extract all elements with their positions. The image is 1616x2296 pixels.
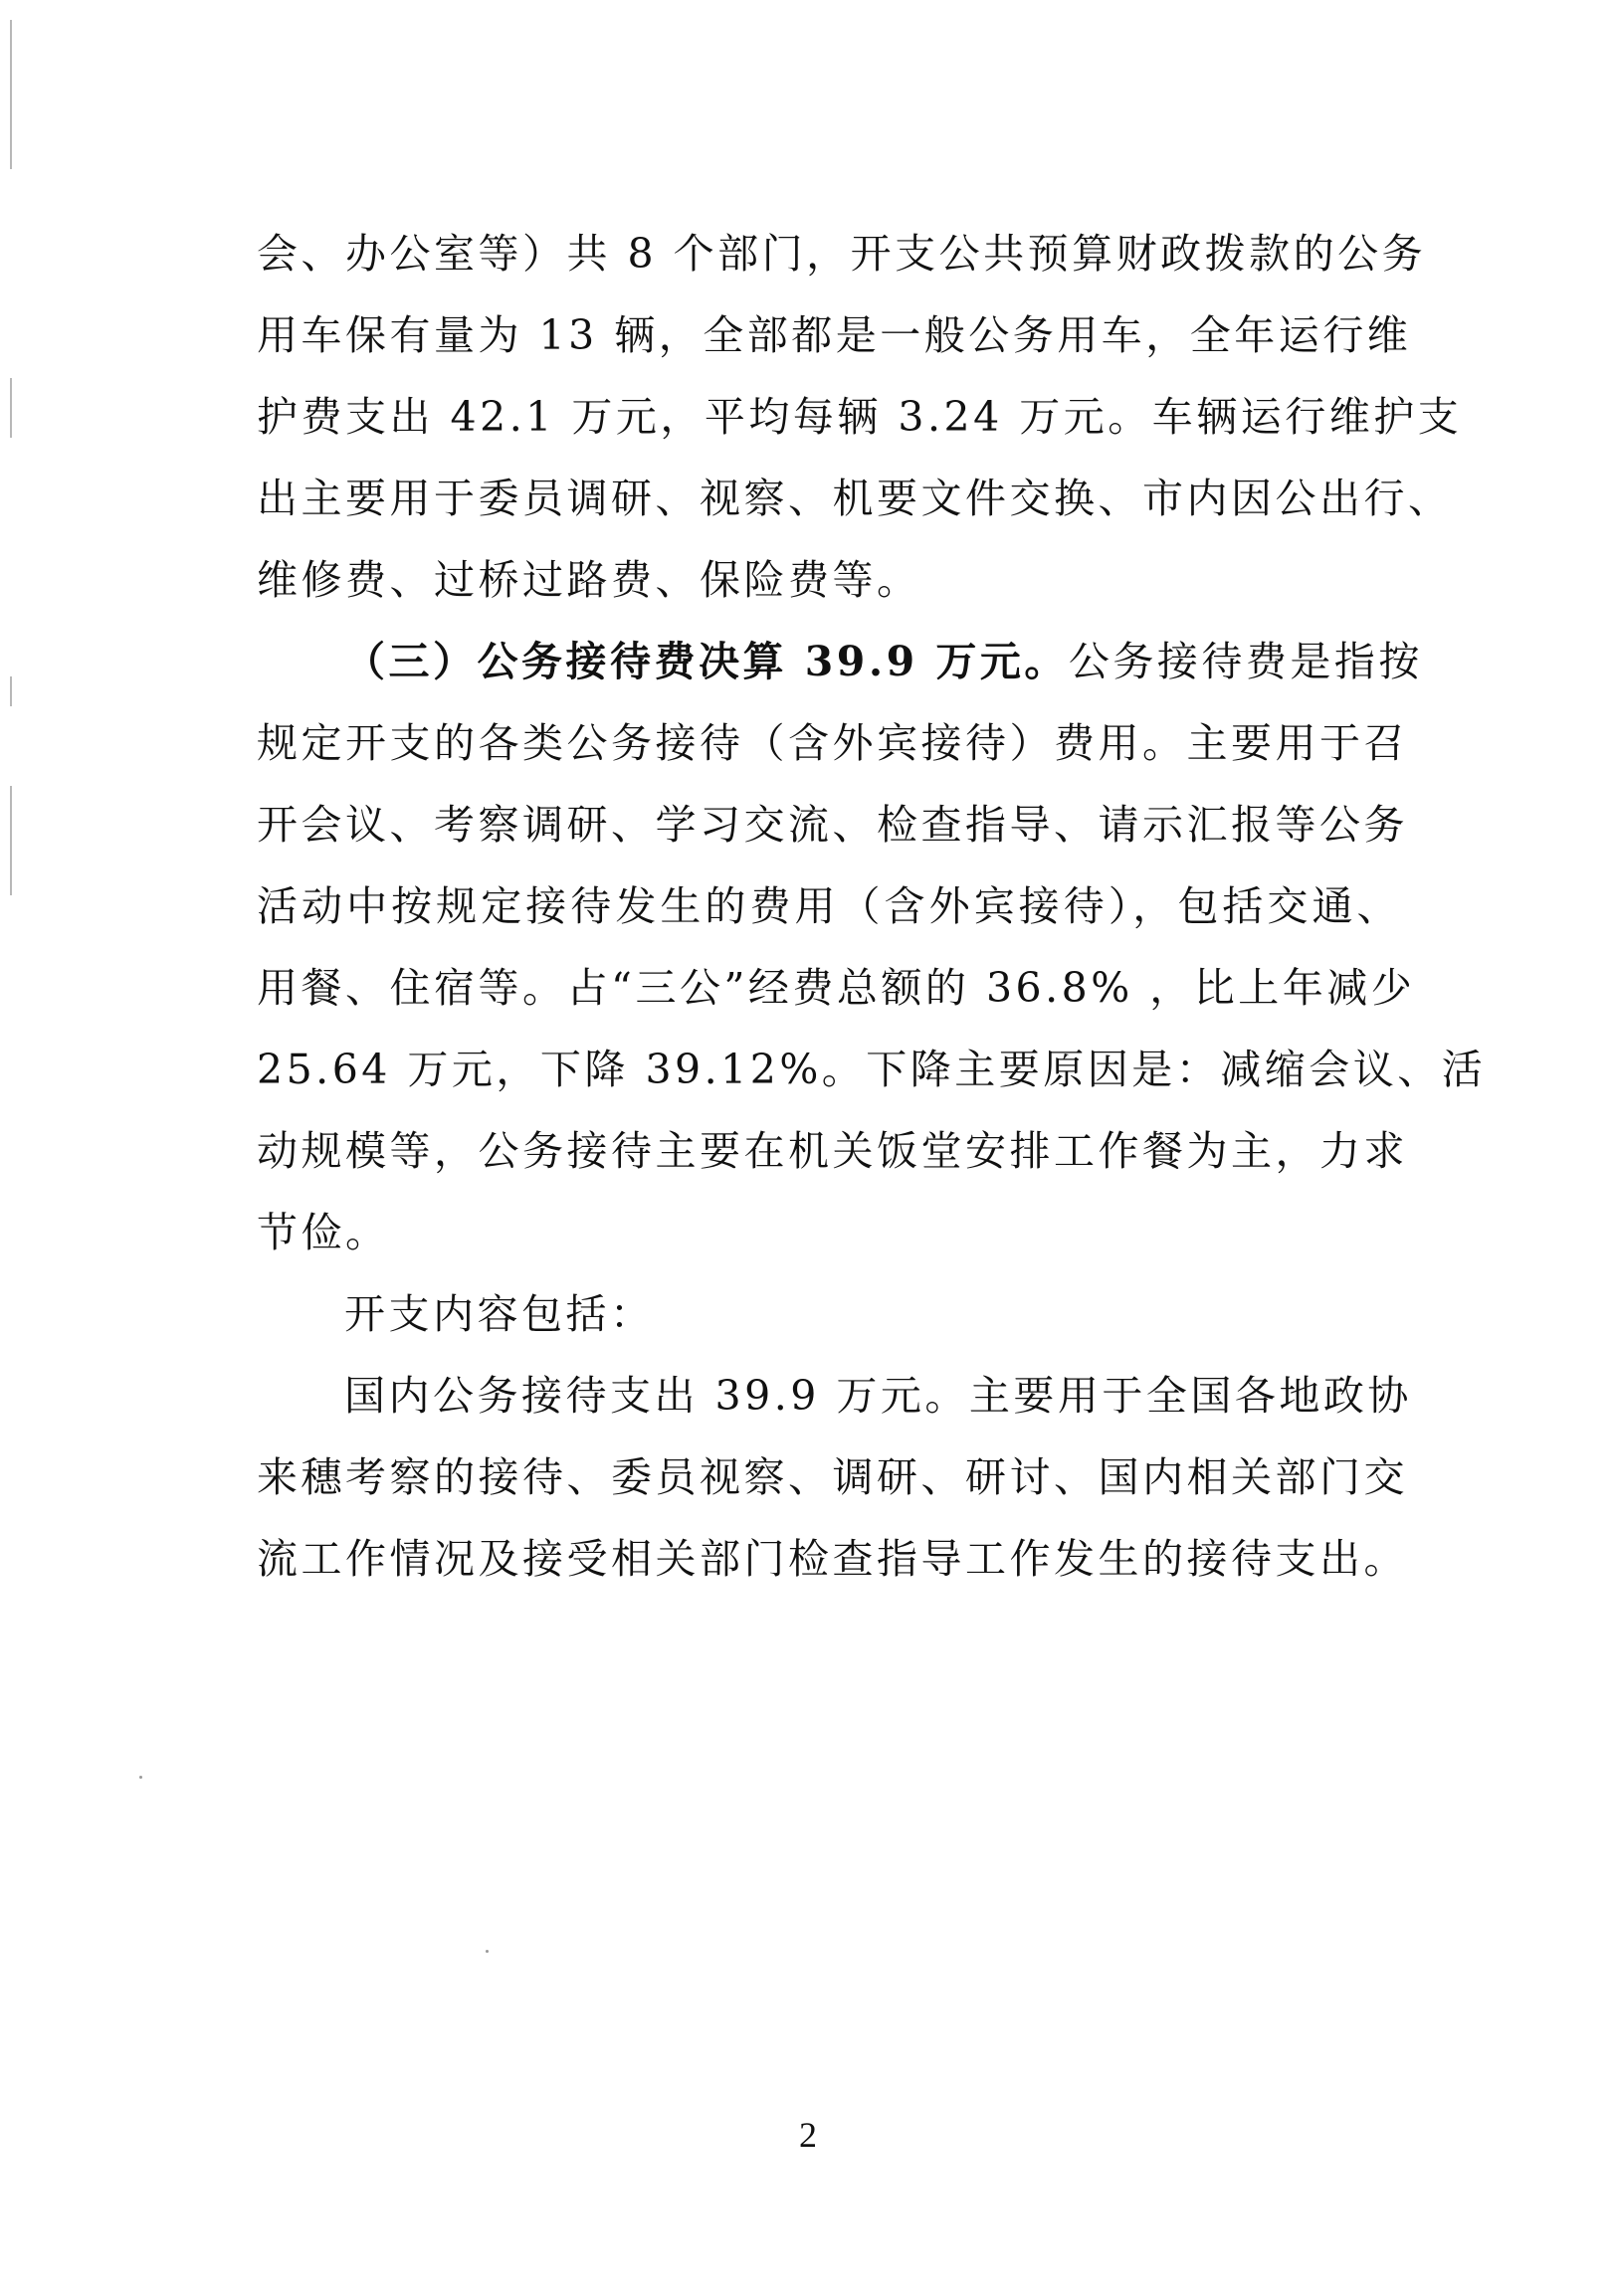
- scan-edge-mark: [10, 378, 12, 438]
- paragraph-line: 用餐、住宿等。占“三公”经费总额的 36.8% ，比上年减少: [257, 964, 1416, 1012]
- paragraph-line: 25.64 万元，下降 39.12%。下降主要原因是：减缩会议、活: [257, 1046, 1487, 1093]
- scan-edge-mark: [10, 786, 12, 895]
- scan-edge-mark: [10, 676, 12, 706]
- paragraph-line: 开会议、考察调研、学习交流、检查指导、请示汇报等公务: [257, 801, 1408, 849]
- paragraph-line: 会、办公室等）共 8 个部门，开支公共预算财政拨款的公务: [257, 230, 1427, 278]
- paragraph-line: 出主要用于委员调研、视察、机要文件交换、市内因公出行、: [257, 475, 1453, 522]
- scan-speck: [486, 1950, 489, 1953]
- section-heading: （三）公务接待费决算 39.9 万元。: [344, 638, 1069, 685]
- body-text: [257, 213, 1487, 1600]
- scan-edge-mark: [10, 20, 12, 169]
- section-heading-line: [257, 621, 1423, 702]
- paragraph-line: 流工作情况及接受相关部门检查指导工作发生的接待支出。: [257, 1535, 1408, 1583]
- scan-speck: [139, 1776, 142, 1779]
- paragraph-line: 维修费、过桥过路费、保险费等。: [257, 556, 921, 604]
- section-heading-rest: 公务接待费是指按: [1068, 638, 1423, 685]
- paragraph-line: 护费支出 42.1 万元，平均每辆 3.24 万元。车辆运行维护支: [257, 393, 1463, 441]
- paragraph-line: 活动中按规定接待发生的费用（含外宾接待），包括交通、: [257, 882, 1401, 930]
- paragraph-line: 动规模等，公务接待主要在机关饭堂安排工作餐为主，力求: [257, 1127, 1408, 1175]
- page-number: 2: [799, 2115, 817, 2155]
- paragraph-line: 节俭。: [257, 1209, 390, 1256]
- content-heading: 开支内容包括：: [344, 1290, 655, 1338]
- paragraph-line: 国内公务接待支出 39.9 万元。主要用于全国各地政协: [344, 1372, 1412, 1420]
- paragraph-line: 来穗考察的接待、委员视察、调研、研讨、国内相关部门交: [257, 1453, 1408, 1501]
- paragraph-line: 规定开支的各类公务接待（含外宾接待）费用。主要用于召: [257, 719, 1408, 767]
- paragraph-line: 用车保有量为 13 辆，全部都是一般公务用车，全年运行维: [257, 311, 1412, 359]
